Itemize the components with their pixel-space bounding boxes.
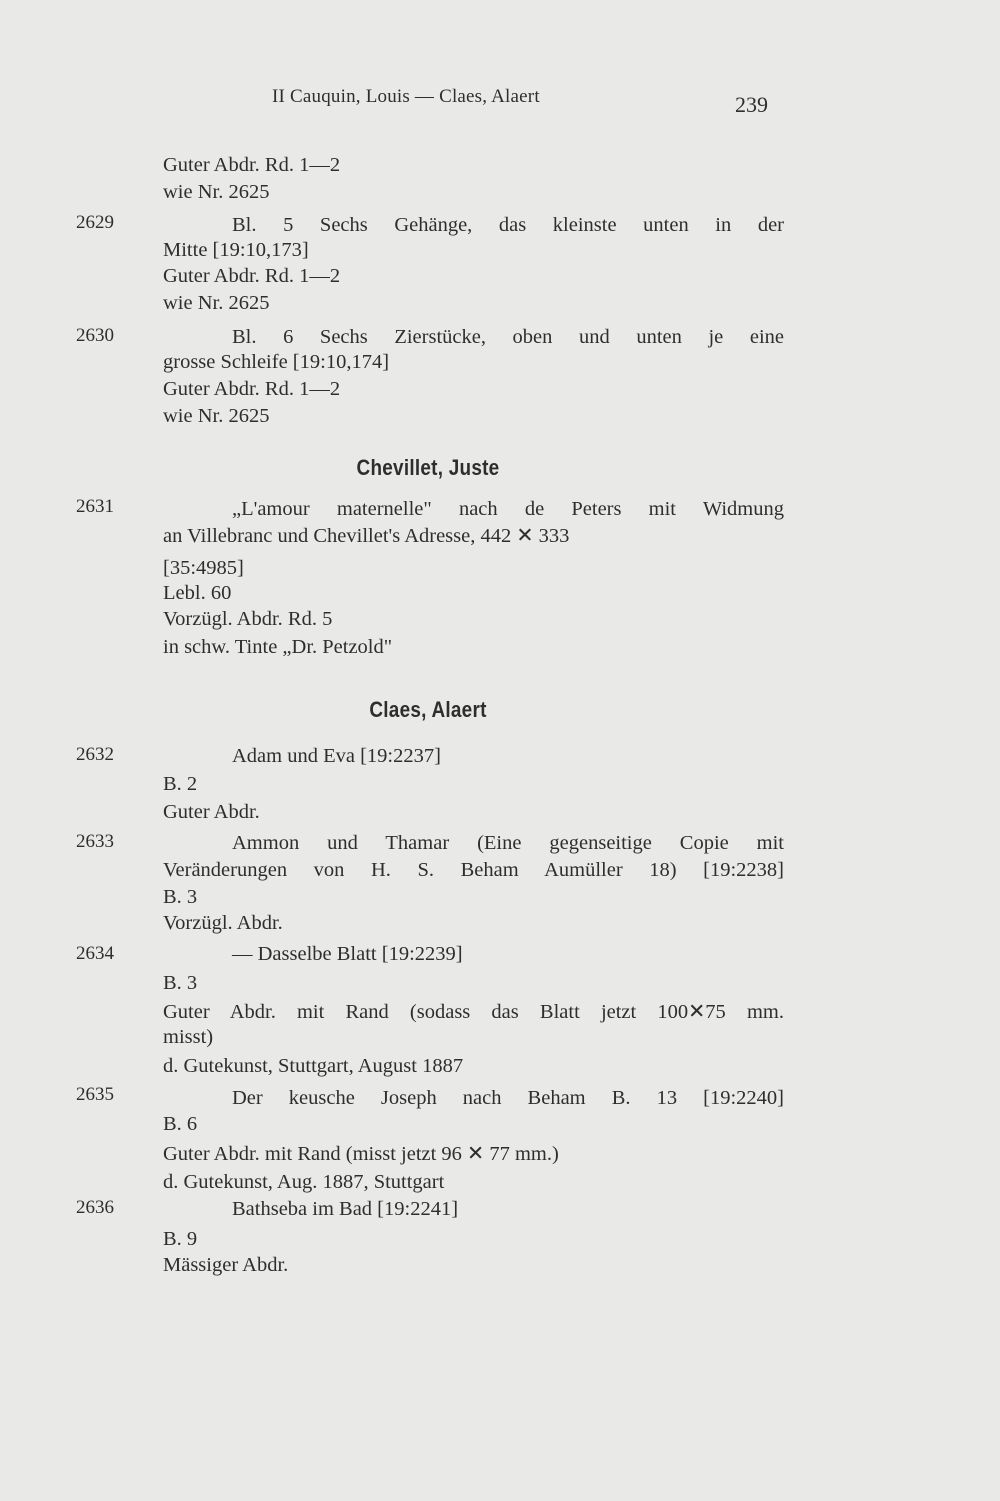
running-head: II Cauquin, Louis — Claes, Alaert	[272, 86, 540, 107]
entry-line: B. 2	[163, 773, 198, 795]
entry-line: Bathseba im Bad [19:2241]	[232, 1198, 459, 1220]
entry-number: 2636	[76, 1197, 114, 1218]
section-heading-chevillet: Chevillet, Juste	[356, 455, 500, 480]
continuation-line: wie Nr. 2625	[163, 181, 270, 203]
entry-number: 2634	[76, 943, 114, 964]
entry-line: Ammon und Thamar (Eine gegenseitige Copie mit	[232, 832, 784, 854]
entry-line: [35:4985]	[163, 557, 244, 579]
entry-number: 2631	[76, 496, 114, 517]
entry-line: Guter Abdr.	[163, 801, 260, 823]
entry-line: Bl. 5 Sechs Gehänge, das kleinste unten in der	[232, 214, 784, 236]
entry-line: d. Gutekunst, Stuttgart, August 1887	[163, 1055, 464, 1077]
entry-line: misst)	[163, 1026, 214, 1048]
entry-line: wie Nr. 2625	[163, 292, 270, 314]
continuation-line: Guter Abdr. Rd. 1—2	[163, 154, 341, 176]
page-number: 239	[735, 92, 768, 117]
entry-line: Vorzügl. Abdr. Rd. 5	[163, 608, 333, 630]
entry-line: Adam und Eva [19:2237]	[232, 745, 441, 767]
entry-number: 2635	[76, 1084, 114, 1105]
entry-line: wie Nr. 2625	[163, 405, 270, 427]
section-heading-claes: Claes, Alaert	[369, 697, 487, 722]
entry-line: B. 9	[163, 1228, 198, 1250]
entry-line: Mässiger Abdr.	[163, 1254, 289, 1276]
entry-line: Lebl. 60	[163, 582, 232, 604]
entry-line: Vorzügl. Abdr.	[163, 912, 283, 934]
entry-number: 2629	[76, 212, 114, 233]
entry-line: Guter Abdr. Rd. 1—2	[163, 265, 341, 287]
page-header	[0, 84, 1000, 117]
entry-line: Veränderungen von H. S. Beham Aumüller 18) [19:2238]	[163, 859, 784, 881]
entry-line: „L'amour maternelle" nach de Peters mit Widmung	[232, 498, 784, 520]
entry-line: Guter Abdr. Rd. 1—2	[163, 378, 341, 400]
entry-line: B. 6	[163, 1113, 198, 1135]
entry-line: Bl. 6 Sechs Zierstücke, oben und unten je eine	[232, 326, 784, 348]
entry-line: an Villebranc und Chevillet's Adresse, 442 ✕ 333	[163, 525, 570, 547]
entry-line: Der keusche Joseph nach Beham B. 13 [19:2240]	[232, 1087, 784, 1109]
entry-line: grosse Schleife [19:10,174]	[163, 351, 390, 373]
entry-number: 2630	[76, 325, 114, 346]
entry-line: B. 3	[163, 886, 198, 908]
entry-line: Mitte [19:10,173]	[163, 239, 309, 261]
entry-line: — Dasselbe Blatt [19:2239]	[232, 943, 463, 965]
entry-line: Guter Abdr. mit Rand (sodass das Blatt jetzt 100✕75 mm.	[163, 1001, 784, 1023]
entry-line: in schw. Tinte „Dr. Petzold"	[163, 636, 393, 658]
entry-number: 2632	[76, 744, 114, 765]
entry-line: B. 3	[163, 972, 198, 994]
entry-number: 2633	[76, 831, 114, 852]
entry-line: Guter Abdr. mit Rand (misst jetzt 96 ✕ 77 mm.)	[163, 1143, 559, 1165]
entry-line: d. Gutekunst, Aug. 1887, Stuttgart	[163, 1171, 445, 1193]
